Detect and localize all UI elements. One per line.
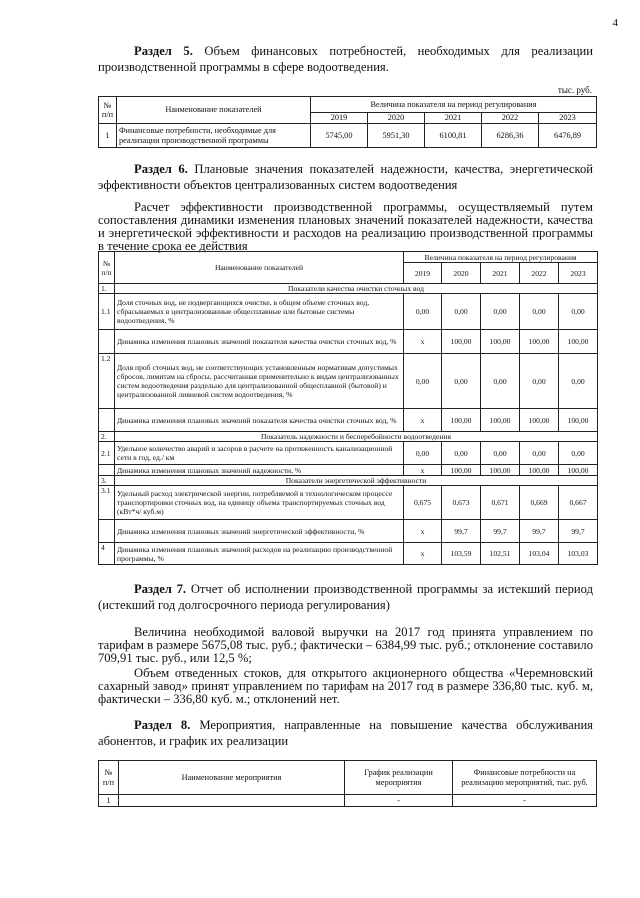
table-row <box>99 442 598 465</box>
value-cell: x <box>404 465 442 476</box>
section-row <box>99 432 598 442</box>
col-num-header: № п/п <box>99 761 119 795</box>
year-header: 2021 <box>481 263 520 284</box>
value-cell: 0,00 <box>404 294 442 330</box>
value-cell: 0,669 <box>520 486 559 520</box>
section-row <box>99 476 598 486</box>
value-cell: 103,04 <box>520 543 559 565</box>
value-cell: 0,00 <box>520 354 559 409</box>
table-row <box>99 409 598 432</box>
value-cell: 0,00 <box>559 442 598 465</box>
value-cell: 100,00 <box>442 330 481 354</box>
finance-cell: - <box>453 795 597 807</box>
row-num: 4 <box>99 543 115 565</box>
year-header: 2020 <box>368 113 425 124</box>
row-name: Динамика изменения плановых значений показателя качества очистки сточных вод, % <box>115 409 404 432</box>
year-header: 2020 <box>442 263 481 284</box>
schedule-cell: - <box>345 795 453 807</box>
value-cell: 99,7 <box>442 520 481 543</box>
value-cell: 0,675 <box>404 486 442 520</box>
value-cell: 0,00 <box>559 354 598 409</box>
row-name: Доля сточных вод, не подвергающихся очистке, в общем объеме сточных вод, сбрасываемых в централизованные общесплавные или бытовые системы водоотведения, % <box>115 294 404 330</box>
value-cell: 103,03 <box>559 543 598 565</box>
section7-heading <box>98 582 593 613</box>
value-cell: 99,7 <box>559 520 598 543</box>
value-cell: 100,00 <box>481 330 520 354</box>
row-name: Динамика изменения плановых значений показателя качества очистки сточных вод, % <box>115 330 404 354</box>
row-num: 1.1 <box>99 294 115 330</box>
row-num: 1.2 <box>99 354 115 409</box>
value-cell: 100,00 <box>520 409 559 432</box>
row-name: Динамика изменения плановых значений энергетической эффективности, % <box>115 520 404 543</box>
value-cell: 5745,00 <box>311 124 368 148</box>
value-cell: 0,673 <box>442 486 481 520</box>
table-row <box>99 330 598 354</box>
col-name-header: Наименование показателей <box>115 252 404 284</box>
row-num: 1 <box>99 795 119 807</box>
section-title: Показатель надежности и бесперебойности водоотведения <box>115 432 598 442</box>
row-name: Удельное количество аварий и засоров в расчете на протяженность канализационной сети в год, ед./ км <box>115 442 404 465</box>
year-header: 2021 <box>425 113 482 124</box>
row-num: 3. <box>99 476 115 486</box>
row-name: Доля проб сточных вод, не соответствующих установленным нормативам допустимых сбросов, лимитам на сбросы, рассчитанная применительно к видам централизованных систем водоотведения раздельно для централизованной общесплавной (бытовой) и централизованной ливневой систем водоотведения, % <box>115 354 404 409</box>
col-name-header: Наименование показателей <box>117 97 311 124</box>
value-cell: 6476,89 <box>539 124 597 148</box>
row-num: 1. <box>99 284 115 294</box>
table-row <box>99 465 598 476</box>
value-cell: 100,00 <box>559 465 598 476</box>
table-row <box>99 486 598 520</box>
section6-paragraph: Расчет эффективности производственной программы, осуществляемый путем сопоставления динамики изменения плановых значений показателей надежности, качества и энергетической эффективности и расходов на реализацию производственной программы в течение срока ее действия <box>98 200 593 253</box>
value-cell: 100,00 <box>481 465 520 476</box>
section-title: Показатели энергетической эффективности <box>115 476 598 486</box>
value-cell: 0,00 <box>442 294 481 330</box>
col-num-header: № п/п <box>99 252 115 284</box>
value-cell: x <box>404 520 442 543</box>
section6-label: Раздел 6. <box>134 162 188 176</box>
indicators-table <box>98 251 598 565</box>
value-cell: 100,00 <box>559 330 598 354</box>
value-cell: 99,7 <box>520 520 559 543</box>
year-header: 2019 <box>311 113 368 124</box>
row-num: 3.1 <box>99 486 115 520</box>
value-cell: 103,59 <box>442 543 481 565</box>
year-header: 2023 <box>559 263 598 284</box>
value-cell: 100,00 <box>559 409 598 432</box>
section5-text: Объем финансовых потребностей, необходимых для реализации производственной программы в сфере водоотведения. <box>98 44 593 74</box>
col-value-header: Величина показателя на период регулирования <box>404 252 598 263</box>
row-num <box>99 520 115 543</box>
year-header: 2023 <box>539 113 597 124</box>
section8-text: Мероприятия, направленные на повышение качества обслуживания абонентов, и график их реализации <box>98 718 593 748</box>
value-cell: x <box>404 543 442 565</box>
table-row <box>99 354 598 409</box>
section5-heading <box>98 44 593 75</box>
col-value-header: Величина показателя на период регулирования <box>311 97 597 113</box>
value-cell: 0,00 <box>520 442 559 465</box>
financial-needs-table <box>98 96 597 148</box>
value-cell: x <box>404 409 442 432</box>
row-name: Динамика изменения плановых значений надежности, % <box>115 465 404 476</box>
section7-paragraph-2: Объем отведенных стоков, для открытого акционерного общества «Черемновский сахарный завод» принят управлением по тарифам на 2017 год в размере 336,80 тыс. куб. м, фактически – 336,80 куб. м.; отклонений нет. <box>98 666 593 706</box>
table-row <box>99 294 598 330</box>
row-num: 2. <box>99 432 115 442</box>
value-cell: 0,671 <box>481 486 520 520</box>
value-cell: 100,00 <box>520 465 559 476</box>
table-row <box>99 520 598 543</box>
section6-text: Плановые значения показателей надежности, качества, энергетической эффективности объектов централизованных систем водоотведения <box>98 162 593 192</box>
section5-label: Раздел 5. <box>134 44 193 58</box>
value-cell: 6286,36 <box>482 124 539 148</box>
table-row <box>99 795 597 807</box>
value-cell: 0,00 <box>559 294 598 330</box>
value-cell: 0,00 <box>520 294 559 330</box>
table-row <box>99 543 598 565</box>
row-num: 2.1 <box>99 442 115 465</box>
value-cell: 0,00 <box>481 442 520 465</box>
row-name: Динамика изменения плановых значений расходов на реализацию производственной программы, % <box>115 543 404 565</box>
value-cell: 100,00 <box>481 409 520 432</box>
row-name: Удельный расход электрической энергии, потребляемой в технологическом процессе транспортировки сточных вод, на единицу объема транспортируемых сточных вод (кВт*ч/ куб.м) <box>115 486 404 520</box>
section5-units: тыс. руб. <box>557 85 592 95</box>
row-num <box>99 409 115 432</box>
row-name <box>119 795 345 807</box>
value-cell: 99,7 <box>481 520 520 543</box>
value-cell: 102,51 <box>481 543 520 565</box>
value-cell: 6100,81 <box>425 124 482 148</box>
year-header: 2022 <box>520 263 559 284</box>
section6-heading <box>98 162 593 193</box>
year-header: 2022 <box>482 113 539 124</box>
value-cell: 100,00 <box>442 465 481 476</box>
row-name: Финансовые потребности, необходимые для реализации производственной программы <box>117 124 311 148</box>
row-num <box>99 330 115 354</box>
value-cell: 0,00 <box>404 442 442 465</box>
value-cell: 100,00 <box>442 409 481 432</box>
table-row <box>99 124 597 148</box>
section7-text: Отчет об исполнении производственной программы за истекший период (истекший год долгосрочного периода регулирования) <box>98 582 593 612</box>
value-cell: 0,00 <box>404 354 442 409</box>
page-number: 4 <box>612 17 618 29</box>
value-cell: 0,667 <box>559 486 598 520</box>
section8-heading <box>98 718 593 749</box>
year-header: 2019 <box>404 263 442 284</box>
value-cell: 0,00 <box>481 294 520 330</box>
col-schedule-header: График реализации мероприятия <box>345 761 453 795</box>
section-title: Показатели качества очистки сточных вод <box>115 284 598 294</box>
value-cell: 5951,30 <box>368 124 425 148</box>
col-num-header: № п/п <box>99 97 117 124</box>
col-finance-header: Финансовые потребности на реализацию мероприятий, тыс. руб. <box>453 761 597 795</box>
row-num <box>99 465 115 476</box>
section7-paragraph-1: Величина необходимой валовой выручки на 2017 год принята управлением по тарифам в размере 5675,08 тыс. руб.; фактически – 6384,99 тыс. руб.; отклонение составило 709,91 тыс. руб., или 12,5 %; <box>98 625 593 665</box>
value-cell: 0,00 <box>442 442 481 465</box>
section-row <box>99 284 598 294</box>
row-num: 1 <box>99 124 117 148</box>
measures-table <box>98 760 597 807</box>
value-cell: 100,00 <box>520 330 559 354</box>
col-name-header: Наименование мероприятия <box>119 761 345 795</box>
section8-label: Раздел 8. <box>134 718 191 732</box>
value-cell: x <box>404 330 442 354</box>
section7-label: Раздел 7. <box>134 582 187 596</box>
value-cell: 0,00 <box>442 354 481 409</box>
value-cell: 0,00 <box>481 354 520 409</box>
